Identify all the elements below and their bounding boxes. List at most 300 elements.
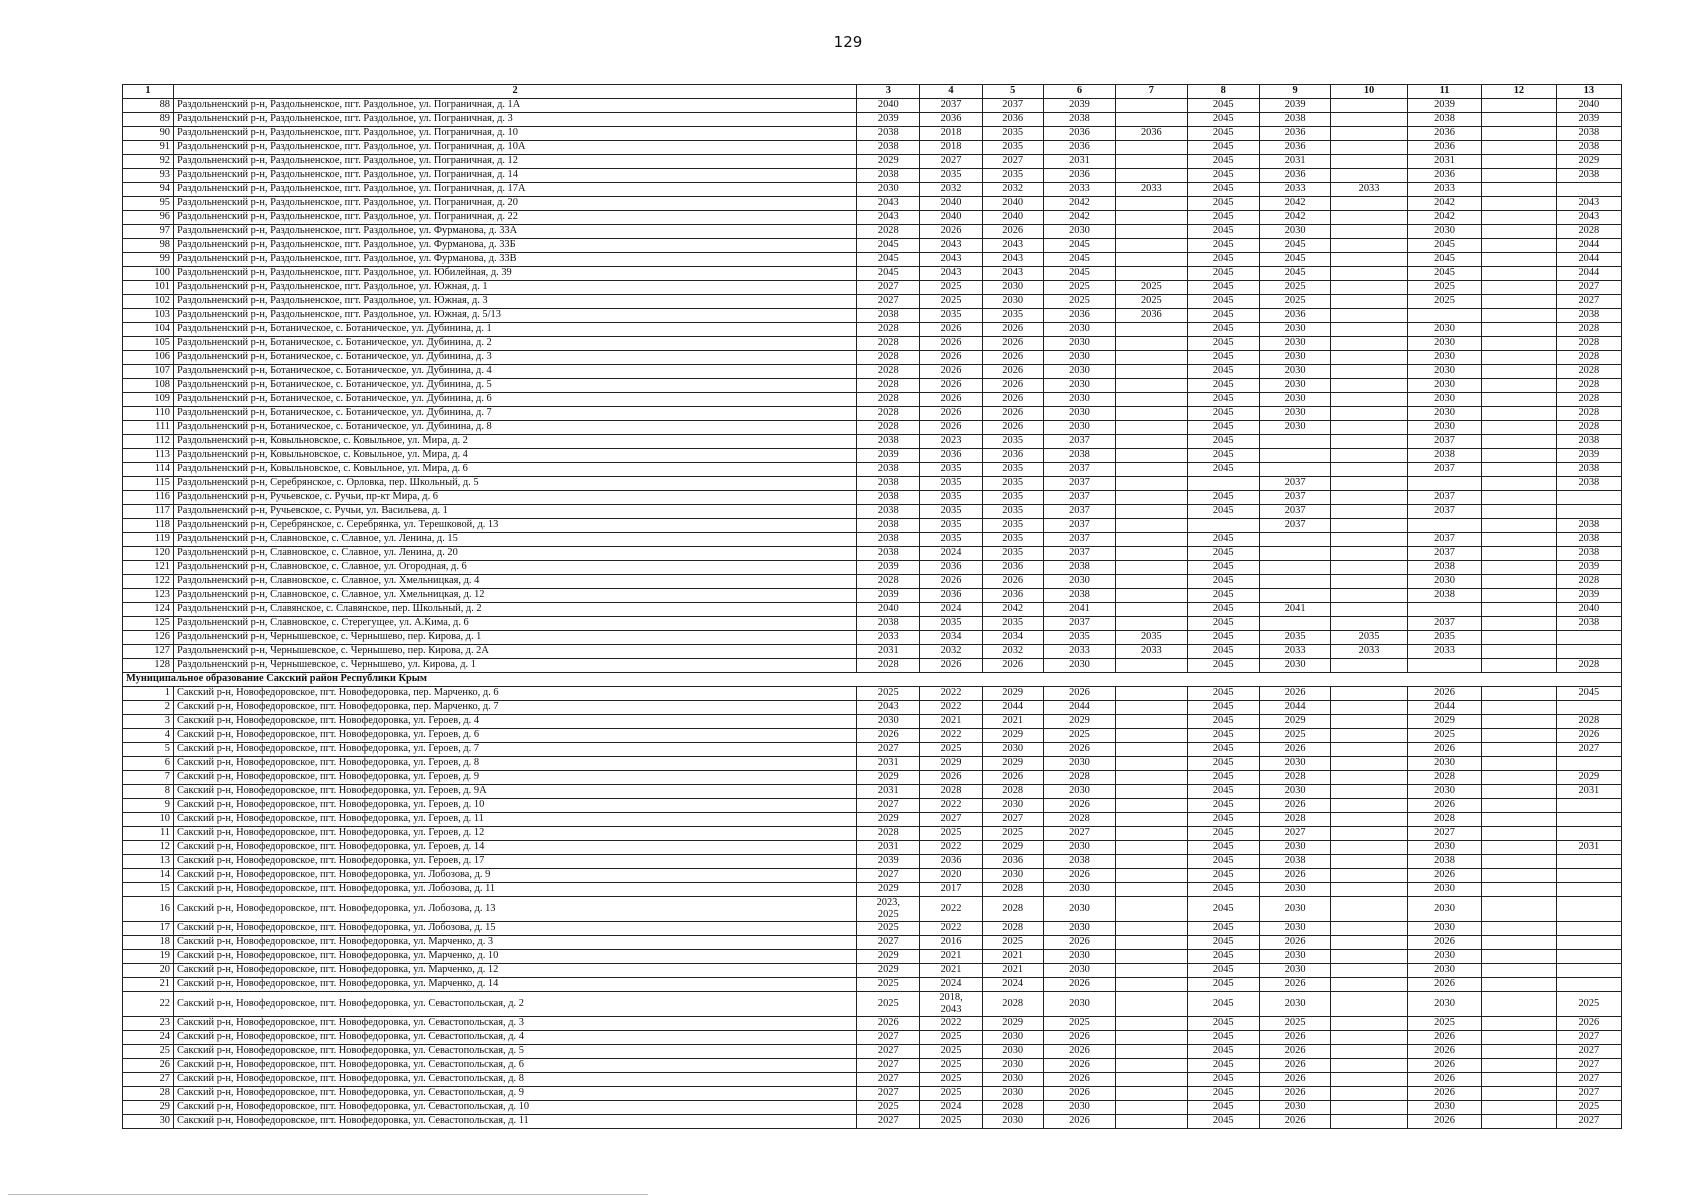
year-cell-col-3: 2039 <box>857 589 920 603</box>
year-cell-col-5: 2029 <box>982 757 1043 771</box>
year-cell-col-7 <box>1116 964 1187 978</box>
row-number: 122 <box>123 575 174 589</box>
year-cell-col-10 <box>1331 813 1407 827</box>
year-cell-col-4: 2025 <box>920 295 982 309</box>
year-cell-col-9: 2045 <box>1259 267 1330 281</box>
column-header-10: 10 <box>1331 85 1407 99</box>
year-cell-col-7 <box>1116 421 1187 435</box>
year-cell-col-9: 2030 <box>1259 365 1330 379</box>
year-cell-col-11: 2030 <box>1407 897 1481 922</box>
year-cell-col-4: 2022 <box>920 897 982 922</box>
year-cell-col-13: 2026 <box>1556 729 1621 743</box>
year-cell-col-5: 2026 <box>982 575 1043 589</box>
table-row <box>123 281 1622 295</box>
year-cell-col-8: 2045 <box>1187 547 1259 561</box>
year-cell-col-4: 2035 <box>920 617 982 631</box>
year-cell-col-3: 2038 <box>857 519 920 533</box>
year-cell-col-11: 2030 <box>1407 421 1481 435</box>
year-cell-col-7 <box>1116 869 1187 883</box>
address-cell: Сакский р-н, Новофедоровское, пгт. Новофедоровка, ул. Марченко, д. 12 <box>173 964 856 978</box>
table-row <box>123 1045 1622 1059</box>
year-cell-col-4: 2026 <box>920 323 982 337</box>
year-cell-col-9: 2026 <box>1259 1045 1330 1059</box>
row-number: 17 <box>123 922 174 936</box>
address-cell: Раздольненский р-н, Чернышевское, с. Чернышево, ул. Кирова, д. 1 <box>173 659 856 673</box>
year-cell-col-4: 2018 <box>920 141 982 155</box>
year-cell-col-11: 2038 <box>1407 449 1481 463</box>
year-cell-col-5: 2030 <box>982 743 1043 757</box>
address-cell: Раздольненский р-н, Раздольненское, пгт. Раздольное, ул. Юбилейная, д. 39 <box>173 267 856 281</box>
row-number: 13 <box>123 855 174 869</box>
year-cell-col-7 <box>1116 936 1187 950</box>
year-cell-col-8: 2045 <box>1187 491 1259 505</box>
year-cell-col-5: 2025 <box>982 827 1043 841</box>
year-cell-col-3: 2029 <box>857 155 920 169</box>
table-row <box>123 659 1622 673</box>
row-number: 105 <box>123 337 174 351</box>
address-cell: Сакский р-н, Новофедоровское, пгт. Новофедоровка, ул. Марченко, д. 3 <box>173 936 856 950</box>
year-cell-col-5: 2030 <box>982 1073 1043 1087</box>
year-cell-col-4: 2026 <box>920 337 982 351</box>
year-cell-col-13: 2039 <box>1556 449 1621 463</box>
year-cell-col-8: 2045 <box>1187 687 1259 701</box>
table-row <box>123 393 1622 407</box>
year-cell-col-3: 2028 <box>857 351 920 365</box>
year-cell-col-3: 2027 <box>857 1073 920 1087</box>
year-cell-col-7 <box>1116 1115 1187 1129</box>
year-cell-col-8: 2045 <box>1187 421 1259 435</box>
year-cell-col-4: 2029 <box>920 757 982 771</box>
address-cell: Сакский р-н, Новофедоровское, пгт. Новофедоровка, ул. Севастопольская, д. 5 <box>173 1045 856 1059</box>
table-header <box>123 85 1622 99</box>
year-cell-col-3: 2038 <box>857 505 920 519</box>
year-cell-col-12 <box>1482 561 1556 575</box>
year-cell-col-12 <box>1482 449 1556 463</box>
year-cell-col-6: 2028 <box>1043 771 1115 785</box>
year-cell-col-10 <box>1331 323 1407 337</box>
year-cell-col-10 <box>1331 505 1407 519</box>
year-cell-col-12 <box>1482 435 1556 449</box>
year-cell-col-4: 2026 <box>920 351 982 365</box>
year-cell-col-5: 2024 <box>982 978 1043 992</box>
year-cell-col-10 <box>1331 950 1407 964</box>
year-cell-col-7 <box>1116 435 1187 449</box>
year-cell-col-12 <box>1482 827 1556 841</box>
year-cell-col-12 <box>1482 295 1556 309</box>
year-cell-col-10 <box>1331 379 1407 393</box>
year-cell-col-12 <box>1482 813 1556 827</box>
year-cell-col-6: 2042 <box>1043 197 1115 211</box>
table-row <box>123 239 1622 253</box>
table-row <box>123 1115 1622 1129</box>
table-row <box>123 253 1622 267</box>
year-cell-col-11: 2036 <box>1407 141 1481 155</box>
year-cell-col-10 <box>1331 407 1407 421</box>
year-cell-col-11: 2026 <box>1407 1087 1481 1101</box>
row-number: 111 <box>123 421 174 435</box>
row-number: 91 <box>123 141 174 155</box>
table-row <box>123 1059 1622 1073</box>
year-cell-col-6: 2030 <box>1043 659 1115 673</box>
year-cell-col-9: 2037 <box>1259 491 1330 505</box>
year-cell-col-10 <box>1331 771 1407 785</box>
address-cell: Раздольненский р-н, Раздольненское, пгт. Раздольное, ул. Фурманова, д. 33Б <box>173 239 856 253</box>
year-cell-col-7 <box>1116 701 1187 715</box>
year-cell-col-10 <box>1331 211 1407 225</box>
year-cell-col-8: 2045 <box>1187 841 1259 855</box>
year-cell-col-7 <box>1116 757 1187 771</box>
year-cell-col-11: 2026 <box>1407 978 1481 992</box>
year-cell-col-5: 2035 <box>982 617 1043 631</box>
year-cell-col-8 <box>1187 477 1259 491</box>
year-cell-col-9 <box>1259 463 1330 477</box>
year-cell-col-8: 2045 <box>1187 1115 1259 1129</box>
address-cell: Раздольненский р-н, Ковыльновское, с. Ковыльное, ул. Мира, д. 6 <box>173 463 856 477</box>
year-cell-col-13: 2027 <box>1556 1031 1621 1045</box>
year-cell-col-12 <box>1482 547 1556 561</box>
year-cell-col-13: 2031 <box>1556 785 1621 799</box>
year-cell-col-3: 2031 <box>857 841 920 855</box>
year-cell-col-5: 2035 <box>982 141 1043 155</box>
year-cell-col-9: 2025 <box>1259 1017 1330 1031</box>
year-cell-col-3: 2039 <box>857 561 920 575</box>
year-cell-col-5: 2026 <box>982 659 1043 673</box>
year-cell-col-4: 2022 <box>920 1017 982 1031</box>
year-cell-col-10 <box>1331 393 1407 407</box>
year-cell-col-10 <box>1331 141 1407 155</box>
year-cell-col-3: 2025 <box>857 978 920 992</box>
year-cell-col-12 <box>1482 659 1556 673</box>
year-cell-col-3: 2030 <box>857 183 920 197</box>
year-cell-col-7 <box>1116 841 1187 855</box>
year-cell-col-8: 2045 <box>1187 1017 1259 1031</box>
address-cell: Сакский р-н, Новофедоровское, пгт. Новофедоровка, ул. Севастопольская, д. 10 <box>173 1101 856 1115</box>
year-cell-col-11 <box>1407 603 1481 617</box>
year-cell-col-4: 2016 <box>920 936 982 950</box>
year-cell-col-11: 2030 <box>1407 393 1481 407</box>
year-cell-col-11 <box>1407 477 1481 491</box>
year-cell-col-11: 2030 <box>1407 351 1481 365</box>
year-cell-col-8: 2045 <box>1187 575 1259 589</box>
year-cell-col-12 <box>1482 589 1556 603</box>
year-cell-col-13: 2027 <box>1556 1115 1621 1129</box>
year-cell-col-13 <box>1556 869 1621 883</box>
table-row <box>123 785 1622 799</box>
year-cell-col-12 <box>1482 617 1556 631</box>
year-cell-col-7 <box>1116 169 1187 183</box>
year-cell-col-13: 2038 <box>1556 309 1621 323</box>
year-cell-col-12 <box>1482 533 1556 547</box>
table-row <box>123 225 1622 239</box>
address-cell: Раздольненский р-н, Ботаническое, с. Ботаническое, ул. Дубинина, д. 5 <box>173 379 856 393</box>
year-cell-col-9: 2030 <box>1259 407 1330 421</box>
year-cell-col-11: 2025 <box>1407 729 1481 743</box>
year-cell-col-6: 2026 <box>1043 1115 1115 1129</box>
year-cell-col-13: 2028 <box>1556 407 1621 421</box>
year-cell-col-3: 2038 <box>857 547 920 561</box>
year-cell-col-11: 2033 <box>1407 645 1481 659</box>
year-cell-col-9: 2029 <box>1259 715 1330 729</box>
row-number: 127 <box>123 645 174 659</box>
year-cell-col-11: 2030 <box>1407 841 1481 855</box>
year-cell-col-9: 2026 <box>1259 1087 1330 1101</box>
year-cell-col-6: 2030 <box>1043 992 1115 1017</box>
year-cell-col-4: 2022 <box>920 687 982 701</box>
year-cell-col-9: 2026 <box>1259 743 1330 757</box>
table-row <box>123 701 1622 715</box>
address-cell: Сакский р-н, Новофедоровское, пгт. Новофедоровка, ул. Лобозова, д. 11 <box>173 883 856 897</box>
row-number: 126 <box>123 631 174 645</box>
year-cell-col-10 <box>1331 827 1407 841</box>
year-cell-col-7 <box>1116 950 1187 964</box>
year-cell-col-5: 2028 <box>982 883 1043 897</box>
row-number: 94 <box>123 183 174 197</box>
year-cell-col-13: 2031 <box>1556 841 1621 855</box>
address-cell: Сакский р-н, Новофедоровское, пгт. Новофедоровка, ул. Севастопольская, д. 2 <box>173 992 856 1017</box>
year-cell-col-9: 2030 <box>1259 351 1330 365</box>
year-cell-col-12 <box>1482 1101 1556 1115</box>
year-cell-col-8: 2045 <box>1187 701 1259 715</box>
year-cell-col-10 <box>1331 491 1407 505</box>
year-cell-col-4: 2022 <box>920 799 982 813</box>
row-number: 97 <box>123 225 174 239</box>
year-cell-col-4: 2035 <box>920 169 982 183</box>
year-cell-col-7: 2025 <box>1116 281 1187 295</box>
row-number: 124 <box>123 603 174 617</box>
row-number: 30 <box>123 1115 174 1129</box>
year-cell-col-4: 2017 <box>920 883 982 897</box>
year-cell-col-13: 2038 <box>1556 435 1621 449</box>
column-header-12: 12 <box>1482 85 1556 99</box>
year-cell-col-3: 2038 <box>857 533 920 547</box>
year-cell-col-10 <box>1331 267 1407 281</box>
year-cell-col-13: 2038 <box>1556 477 1621 491</box>
table-row <box>123 589 1622 603</box>
year-cell-col-9 <box>1259 617 1330 631</box>
year-cell-col-4: 2036 <box>920 449 982 463</box>
year-cell-col-10 <box>1331 99 1407 113</box>
year-cell-col-11: 2044 <box>1407 701 1481 715</box>
row-number: 113 <box>123 449 174 463</box>
year-cell-col-10: 2035 <box>1331 631 1407 645</box>
year-cell-col-7 <box>1116 687 1187 701</box>
year-cell-col-13: 2038 <box>1556 141 1621 155</box>
year-cell-col-8: 2045 <box>1187 365 1259 379</box>
year-cell-col-12 <box>1482 477 1556 491</box>
year-cell-col-8: 2045 <box>1187 922 1259 936</box>
year-cell-col-9: 2030 <box>1259 964 1330 978</box>
address-cell: Сакский р-н, Новофедоровское, пгт. Новофедоровка, ул. Лобозова, д. 15 <box>173 922 856 936</box>
row-number: 28 <box>123 1087 174 1101</box>
row-number: 128 <box>123 659 174 673</box>
year-cell-col-9: 2030 <box>1259 393 1330 407</box>
year-cell-col-9: 2033 <box>1259 183 1330 197</box>
year-cell-col-5: 2042 <box>982 603 1043 617</box>
year-cell-col-12 <box>1482 169 1556 183</box>
year-cell-col-8: 2045 <box>1187 1101 1259 1115</box>
year-cell-col-4: 2036 <box>920 855 982 869</box>
row-number: 20 <box>123 964 174 978</box>
year-cell-col-9: 2026 <box>1259 799 1330 813</box>
year-cell-col-11: 2033 <box>1407 183 1481 197</box>
year-cell-col-10 <box>1331 1115 1407 1129</box>
address-cell: Сакский р-н, Новофедоровское, пгт. Новофедоровка, ул. Севастопольская, д. 6 <box>173 1059 856 1073</box>
year-cell-col-7 <box>1116 225 1187 239</box>
year-cell-col-13: 2028 <box>1556 393 1621 407</box>
year-cell-col-8: 2045 <box>1187 561 1259 575</box>
year-cell-col-7 <box>1116 978 1187 992</box>
year-cell-col-7 <box>1116 1045 1187 1059</box>
table-row <box>123 897 1622 922</box>
year-cell-col-11: 2030 <box>1407 575 1481 589</box>
year-cell-col-11: 2028 <box>1407 771 1481 785</box>
address-cell: Раздольненский р-н, Серебрянское, с. Орловка, пер. Школьный, д. 5 <box>173 477 856 491</box>
table-row <box>123 197 1622 211</box>
row-number: 23 <box>123 1017 174 1031</box>
year-cell-col-13: 2038 <box>1556 617 1621 631</box>
year-cell-col-6: 2036 <box>1043 169 1115 183</box>
year-cell-col-10 <box>1331 351 1407 365</box>
row-number: 98 <box>123 239 174 253</box>
year-cell-col-12 <box>1482 127 1556 141</box>
year-cell-col-6: 2030 <box>1043 883 1115 897</box>
year-cell-col-7 <box>1116 1087 1187 1101</box>
row-number: 4 <box>123 729 174 743</box>
year-cell-col-7 <box>1116 365 1187 379</box>
year-cell-col-7 <box>1116 897 1187 922</box>
table-body <box>123 99 1622 1129</box>
year-cell-col-12 <box>1482 211 1556 225</box>
year-cell-col-4: 2040 <box>920 211 982 225</box>
year-cell-col-4: 2036 <box>920 561 982 575</box>
year-cell-col-6: 2037 <box>1043 491 1115 505</box>
year-cell-col-12 <box>1482 1059 1556 1073</box>
year-cell-col-5: 2028 <box>982 1101 1043 1115</box>
year-cell-col-7: 2035 <box>1116 631 1187 645</box>
row-number: 115 <box>123 477 174 491</box>
year-cell-col-3: 2043 <box>857 701 920 715</box>
year-cell-col-13 <box>1556 827 1621 841</box>
column-header-6: 6 <box>1043 85 1115 99</box>
year-cell-col-9: 2027 <box>1259 827 1330 841</box>
year-cell-col-8: 2045 <box>1187 869 1259 883</box>
year-cell-col-7 <box>1116 729 1187 743</box>
year-cell-col-11: 2026 <box>1407 869 1481 883</box>
year-cell-col-8: 2045 <box>1187 127 1259 141</box>
year-cell-col-7 <box>1116 155 1187 169</box>
year-cell-col-13: 2027 <box>1556 1059 1621 1073</box>
address-cell: Сакский р-н, Новофедоровское, пгт. Новофедоровка, ул. Героев, д. 17 <box>173 855 856 869</box>
row-number: 1 <box>123 687 174 701</box>
table-row <box>123 715 1622 729</box>
year-cell-col-7 <box>1116 785 1187 799</box>
year-cell-col-10 <box>1331 281 1407 295</box>
year-cell-col-10 <box>1331 897 1407 922</box>
year-cell-col-5: 2035 <box>982 519 1043 533</box>
year-cell-col-3: 2027 <box>857 1115 920 1129</box>
year-cell-col-4: 2026 <box>920 393 982 407</box>
year-cell-col-13: 2044 <box>1556 239 1621 253</box>
year-cell-col-12 <box>1482 897 1556 922</box>
year-cell-col-8: 2045 <box>1187 449 1259 463</box>
schedule-table <box>122 84 1622 1129</box>
year-cell-col-3: 2028 <box>857 393 920 407</box>
year-cell-col-9: 2030 <box>1259 225 1330 239</box>
address-cell: Раздольненский р-н, Серебрянское, с. Серебрянка, ул. Терешковой, д. 13 <box>173 519 856 533</box>
year-cell-col-13: 2028 <box>1556 659 1621 673</box>
year-cell-col-13 <box>1556 964 1621 978</box>
row-number: 109 <box>123 393 174 407</box>
address-cell: Сакский р-н, Новофедоровское, пгт. Новофедоровка, ул. Героев, д. 11 <box>173 813 856 827</box>
year-cell-col-4: 2022 <box>920 841 982 855</box>
year-cell-col-4: 2032 <box>920 645 982 659</box>
table-row <box>123 267 1622 281</box>
year-cell-col-6: 2042 <box>1043 211 1115 225</box>
table-row <box>123 575 1622 589</box>
table-row <box>123 99 1622 113</box>
year-cell-col-6: 2030 <box>1043 757 1115 771</box>
table-row <box>123 463 1622 477</box>
year-cell-col-10 <box>1331 841 1407 855</box>
year-cell-col-13 <box>1556 645 1621 659</box>
table-row <box>123 603 1622 617</box>
year-cell-col-3: 2045 <box>857 239 920 253</box>
year-cell-col-11: 2045 <box>1407 253 1481 267</box>
year-cell-col-7: 2036 <box>1116 127 1187 141</box>
row-number: 112 <box>123 435 174 449</box>
year-cell-col-9: 2026 <box>1259 687 1330 701</box>
year-cell-col-7 <box>1116 1059 1187 1073</box>
year-cell-col-3: 2023, 2025 <box>857 897 920 922</box>
year-cell-col-7 <box>1116 505 1187 519</box>
year-cell-col-9 <box>1259 533 1330 547</box>
row-number: 8 <box>123 785 174 799</box>
year-cell-col-13: 2043 <box>1556 197 1621 211</box>
year-cell-col-5: 2040 <box>982 211 1043 225</box>
row-number: 7 <box>123 771 174 785</box>
year-cell-col-12 <box>1482 505 1556 519</box>
year-cell-col-12 <box>1482 99 1556 113</box>
year-cell-col-8: 2045 <box>1187 435 1259 449</box>
year-cell-col-6: 2038 <box>1043 589 1115 603</box>
year-cell-col-6: 2030 <box>1043 323 1115 337</box>
year-cell-col-11: 2035 <box>1407 631 1481 645</box>
year-cell-col-6: 2030 <box>1043 351 1115 365</box>
year-cell-col-10 <box>1331 435 1407 449</box>
row-number: 3 <box>123 715 174 729</box>
year-cell-col-11: 2045 <box>1407 267 1481 281</box>
year-cell-col-11: 2038 <box>1407 855 1481 869</box>
year-cell-col-11: 2039 <box>1407 99 1481 113</box>
year-cell-col-6: 2026 <box>1043 799 1115 813</box>
year-cell-col-10 <box>1331 519 1407 533</box>
row-number: 119 <box>123 533 174 547</box>
year-cell-col-6: 2037 <box>1043 505 1115 519</box>
year-cell-col-3: 2025 <box>857 992 920 1017</box>
row-number: 27 <box>123 1073 174 1087</box>
year-cell-col-12 <box>1482 950 1556 964</box>
table-row <box>123 827 1622 841</box>
year-cell-col-9: 2025 <box>1259 295 1330 309</box>
year-cell-col-8: 2045 <box>1187 617 1259 631</box>
address-cell: Раздольненский р-н, Раздольненское, пгт. Раздольное, ул. Пограничная, д. 1А <box>173 99 856 113</box>
year-cell-col-3: 2027 <box>857 281 920 295</box>
year-cell-col-3: 2029 <box>857 883 920 897</box>
year-cell-col-4: 2022 <box>920 922 982 936</box>
year-cell-col-4: 2035 <box>920 519 982 533</box>
column-header-7: 7 <box>1116 85 1187 99</box>
year-cell-col-6: 2030 <box>1043 897 1115 922</box>
